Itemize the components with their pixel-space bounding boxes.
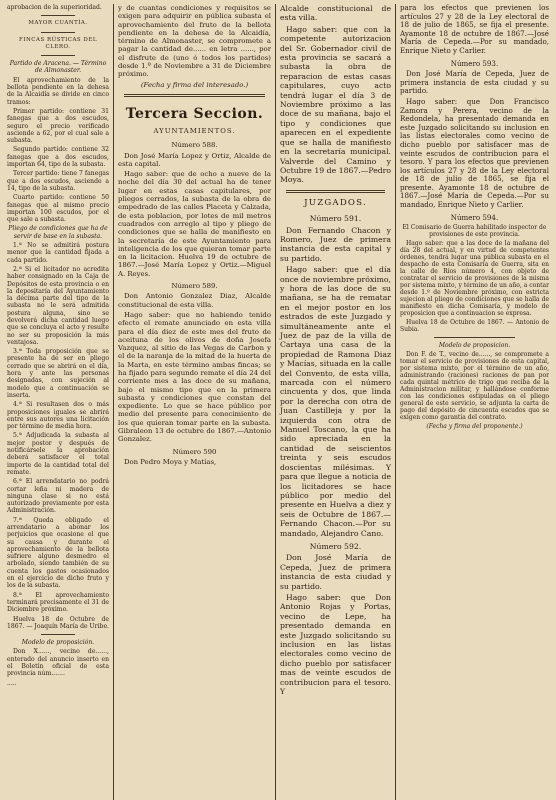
paragraph: 3.ª Toda proposición que se presente ha de ser en pliego cerrado que se abrirá en el día, hora y ante las personas designadas, con sujeción al modelo que a continuación se inserta. bbox=[7, 348, 109, 399]
column-4 bbox=[395, 4, 553, 800]
paragraph: Huelva 18 de Octubre de 1867. — Joaquín María de Uribe. bbox=[7, 615, 109, 630]
paragraph: Huelva 18 de Octubre de 1867. — Antonio de Subia. bbox=[400, 319, 549, 334]
paragraph: El Comisario de Guerra habilitado inspector de provisiones de este provincia. bbox=[402, 224, 547, 239]
column-2 bbox=[113, 4, 275, 800]
paragraph: 7.ª Queda obligado el arrendatario a abonar los perjuicios que ocasione el que su causa y durante el aprovechamiento de la bellota sufriere alguno desmedro el arbolado, siendo también de su cuenta los gastos ocasionados en el ejercicio de dicho fruto y los de la subasta. bbox=[7, 516, 109, 590]
paragraph: Hago saber: que no habiendo tenido efecto el remate anunciado en esta villa para el día diez de este mes del fruto de aceituna de los olivos de doña Josefa Vazquez, al sitio de las Vegas de Carbon y el de la naranja de la mitad de la huerta de la Marta, en este término ambas fincas; se ha fijado para segundo remate el día 24 del corriente mes a las doce de su mañana, bajo el mismo tipo que en la primera subasta y condiciones que constan del expediente. Lo que se hace público por medio del presente para conocimiento de los que quieran tomar parte en la subasta. Gibraleon 13 de octubre de 1867.—Antonio Gonzalez. bbox=[118, 310, 271, 444]
column-3 bbox=[275, 4, 395, 800]
subsection-title: Partido de Aracena. — Término de Almonaster. bbox=[9, 60, 107, 75]
paragraph: ..... bbox=[7, 679, 17, 687]
paragraph: Don José María de Cepeda, Juez de primera instancia de esta ciudad y su partido. bbox=[400, 69, 549, 96]
paragraph: Primer partido: contiene 31 fanegas que a dos escudos, seguro el precio verificado asciende a 62, por el cual sale a subasta. bbox=[7, 107, 109, 145]
divider bbox=[434, 337, 515, 338]
paragraph: para los efectos que previenen los artículos 27 y 28 de la Ley electoral de 18 de julio de 1865, se fija el presente. Ayamonte 18 de octubre de 1867.—José María de Cepeda.—Por su mandado, Enrique Nieto y Carlier. bbox=[400, 4, 549, 55]
paragraph: 5.ª Adjudicada la subasta al mejor postor y después de notificársele la aprobación deberá satisfacer el total importe de la cantidad total del remate. bbox=[7, 432, 109, 476]
notice-number: Número 593. bbox=[450, 58, 499, 68]
paragraph: 6.ª El arrendatario no podrá cortar leña ni madera de ninguna clase si no está autorizado previamente por esta Administración. bbox=[7, 478, 109, 515]
notice-number: Número 594. bbox=[450, 212, 499, 222]
paragraph: Tercer partido: tiene 7 fanegas que a dos escudos, asciende a 14, tipo de la subasta. bbox=[7, 170, 109, 192]
section-label: FINCAS RÚSTICAS DEL CLERO. bbox=[19, 36, 97, 50]
section-subheading: AYUNTAMIENTOS. bbox=[153, 126, 236, 135]
paragraph: 4.ª Si resultasen dos o más proposiciones iguales se abrirá entre sus autores una licitación por término de media hora. bbox=[7, 401, 109, 431]
section-subheading: JUZGADOS. bbox=[304, 197, 367, 208]
paragraph: Alcalde constitucional de esta villa. bbox=[280, 4, 391, 23]
signature-note: (Fecha y firma del interesado.) bbox=[140, 80, 249, 89]
paragraph: Hago saber: que a las doce de la mañana del día 28 del actual, y en virtud de competentes órdenes, tendrá lugar una pública subasta en el despacho de esta Comisaría de Guerra, sita en la calle de Ríos número 4, con objeto de contratar el servicio de provisiones de la misma por sistema mixto, y término de un año, a contar desde 1.º de Noviembre próximo, con estricta sujecion al pliego de condiciones que se halla de manifiesto en dicha Comisaría, y modelo de proposicion que a continuacion se expresa. bbox=[400, 240, 549, 318]
paragraph: Hago saber: que de ocho a nueve de la noche del día 30 del actual ha de tener lugar en estas casas capitulares, por pliegos cerrados, la subasta de la obra de empedrado de las calles Placeta y Calzada, de esta poblacion, por lotes de mil metros cuadrados con arreglo al tipo y pliego de condiciones que se halla de manifiesto en la secretaría de este Ayuntamiento para inteligencia de los que quieran tomar parte en la licitacion. Huelva 19 de octubre de 1867.—José María Lopez y Ortiz.—Miguel A. Reyes. bbox=[118, 170, 271, 278]
paragraph: Hago saber: que el día once de noviembre próximo, y hora de las doce de su mañana, se ha de rematar en el mejor postor en los estrados de este Juzgado y simultáneamente ante el Juez de paz de la villa de Cartaya una casa de la propiedad de Ramona Diaz y Macías, situada en la calle del Convento, de esta villa, marcada con el número cincuenta y dos, que linda por la derecha con otra de Juan Castilleja y por la izquierda con otra de Manuel Toscano, la que ha sido apreciada en la cantidad de seiscientos treinta y seis escudos doscientas milésimas. Y para que llegue a noticia de los licitadores se hace público por medio del presente en Huelva a diez y seis de Octubre de 1867.—Fernando Chacon.—Por su mandado, Alejandro Cano. bbox=[280, 265, 391, 538]
section-label: MAYOR CUANTÍA. bbox=[28, 20, 88, 27]
paragraph: 8.ª El aprovechamiento terminará precisamente el 31 de Diciembre próximo. bbox=[7, 591, 109, 614]
signature-note: (Fecha y firma del proponente.) bbox=[426, 423, 523, 431]
paragraph: y de cuantas condiciones y requisitos se exigen para adquirir en pública subasta el aprovechamiento del fruto de la bellota pendiente en la dehesa de la Alcaidía, término de Almonaster, se compromete a pagar la cantidad de...... en letra ......, por el disfrute de (uno ó todos los partidos) desde 1.º de Noviembre a 31 de Diciembre próximo. bbox=[118, 4, 271, 79]
paragraph: Don Antonio Gonzalez Diaz, Alcalde constitucional de esta villa. bbox=[118, 292, 271, 309]
paragraph: 2.ª Si el licitador no acredita haber consignado en la Caja de Depósitos de esta provincia o en la depositaría del Ayuntamiento la décima parte del tipo de la subasta no le será admitida postura alguna, sino se devolverá dicha cantidad luego que se concluya el acto y resulte no ser su proposición la más ventajosa. bbox=[7, 265, 109, 346]
subsection-title: Modelo de proposición. bbox=[21, 639, 95, 647]
section-heading: Tercera Seccion. bbox=[125, 105, 264, 122]
paragraph: Don Pedro Moya y Matías, bbox=[124, 457, 217, 466]
subsection-title: Modelo de proposicion. bbox=[438, 342, 511, 350]
notice-number: Número 592. bbox=[309, 541, 362, 551]
paragraph: 1.ª No se admitirá postura menor que la cantidad fijada a cada partido. bbox=[7, 242, 109, 264]
paragraph: Don José María Lopez y Ortiz, Alcalde de esta capital. bbox=[118, 151, 271, 168]
paragraph: Don F. de T., vecino de......, se compromete a tomar el servicio de provisiones de esta capital, por sistema mixto, por el término de un año, administrando (raciones) raciones de pan por cada quintal métrico de trigo que reciba de la Administracion militar, y hallándose conforme con las condiciones estipuladas en el pliego general de este servicio, se adjunta la carta de pago del depósito de cincuenta escudos que se exigen como garantía del contrato. bbox=[400, 351, 549, 422]
column-1 bbox=[3, 4, 113, 800]
paragraph: Don X......, vecino de......, enterado del anuncio inserto en el Boletín oficial de esta provincia núm....... bbox=[7, 648, 109, 678]
paragraph: Segundo partido: contiene 32 fanegas que a dos escudos, importan 64, tipo de la subasta. bbox=[7, 146, 109, 169]
paragraph: Cuarto partido: contiene 50 fanegas que al mismo precio importan 100 escudos, por el que sale a subasta. bbox=[7, 194, 109, 224]
paragraph: Hago saber: que Don Antonio Rojas y Portas, vecino de Lepe, ha presentado demanda en este Juzgado solicitando su inclusion en las listas electorales como vecino de dicho pueblo por satisfacer mas de veinte escudos de contribucion para el tesoro. Y bbox=[280, 592, 391, 697]
paragraph: Hago saber: que con la competente autorizacion del Sr. Gobernador civil de esta provincia se sacará a subasta la obra de reparacion de estas casas capitulares, cuyo acto tendrá lugar el día 3 de Noviembre próximo a las doce de su mañana, bajo el tipo y condiciones que aparecen en el expediente que se halla de manifiesto en la secretaría municipal. Valverde del Camino y Octubre 19 de 1867.—Pedro Moya. bbox=[280, 24, 391, 185]
paragraph: Hago saber: que Don Francisco Zamora y Perera, vecino de la Redondela, ha presentado demanda en este Juzgado solicitando su inclusion en las listas electorales como vecino de dicho pueblo por satisfacer mas de veinte escudos de contribucion para el tesoro. Y para los efectos que previenen los artículos 27 y 28 de la Ley electoral de 18 de julio de 1865, se fija el presente. Ayamonte 18 de octubre de 1867.—José María de Cepeda.—Por su mandado, Enrique Nieto y Carlier. bbox=[400, 96, 549, 210]
notice-number: Número 591. bbox=[309, 214, 362, 224]
divider bbox=[41, 55, 75, 56]
divider bbox=[41, 15, 75, 16]
paragraph: El aprovechamiento de la bellota pendiente en la dehesa de la Alcaidía se divide en cinco tramos: bbox=[7, 76, 109, 106]
paragraph: Don Fernando Chacon y Romero, Juez de primera instancia de esta capital y su partido. bbox=[280, 225, 391, 263]
double-divider bbox=[124, 94, 265, 97]
divider bbox=[41, 634, 75, 635]
notice-number: Número 590 bbox=[172, 447, 217, 456]
paragraph: Don José María de Cepeda, Juez de primera instancia de esta ciudad y su partido. bbox=[280, 553, 391, 591]
divider bbox=[41, 32, 75, 33]
notice-number: Número 589. bbox=[171, 282, 218, 291]
subsection-title: Pliego de condiciones que ha de servir de base en la subasta. bbox=[8, 225, 108, 240]
text-line: aprobacion de la superioridad. bbox=[7, 4, 102, 11]
notice-number: Número 588. bbox=[171, 141, 218, 150]
double-divider bbox=[286, 190, 385, 193]
